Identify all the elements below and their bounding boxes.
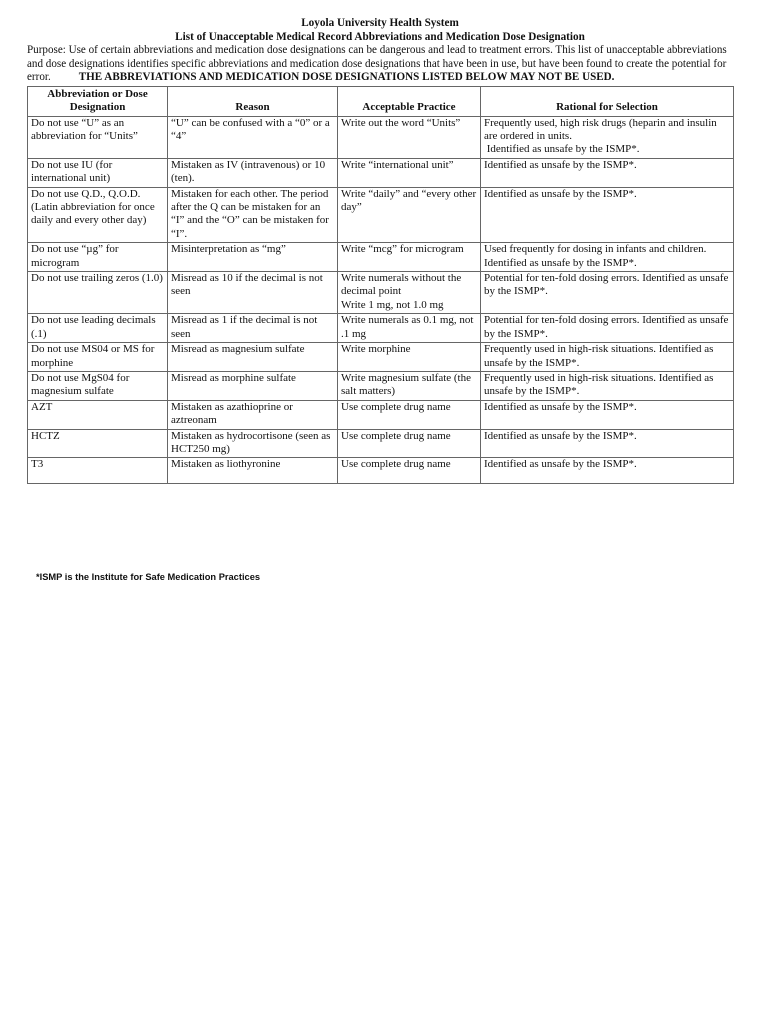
cell-abbreviation: Do not use leading decimals (.1) bbox=[28, 314, 168, 343]
list-title: List of Unacceptable Medical Record Abbreviations and Medication Dose Designation bbox=[175, 30, 585, 43]
cell-reason: Misinterpretation as “mg” bbox=[168, 243, 338, 272]
cell-practice: Write numerals as 0.1 mg, not .1 mg bbox=[338, 314, 481, 343]
cell-rationale bbox=[481, 116, 734, 158]
table-row bbox=[28, 314, 734, 343]
cell-rationale: Used frequently for dosing in infants and children. Identified as unsafe by the ISMP*. bbox=[481, 243, 734, 272]
cell-rationale: Potential for ten-fold dosing errors. Identified as unsafe by the ISMP*. bbox=[481, 272, 734, 314]
document-page bbox=[27, 17, 733, 484]
warning-text: THE ABBREVIATIONS AND MEDICATION DOSE DESIGNATIONS LISTED BELOW MAY NOT BE USED. bbox=[78, 71, 615, 84]
table-row bbox=[28, 158, 734, 187]
cell-rationale: Identified as unsafe by the ISMP*. bbox=[481, 158, 734, 187]
table-row bbox=[28, 116, 734, 158]
cell-rationale: Identified as unsafe by the ISMP*. bbox=[481, 187, 734, 243]
cell-abbreviation: Do not use “µg” for microgram bbox=[28, 243, 168, 272]
cell-rationale: Frequently used in high-risk situations. Identified as unsafe by the ISMP*. bbox=[481, 343, 734, 372]
cell-reason: Misread as magnesium sulfate bbox=[168, 343, 338, 372]
cell-rationale: Identified as unsafe by the ISMP*. bbox=[481, 429, 734, 458]
table-row bbox=[28, 272, 734, 314]
cell-abbreviation: T3 bbox=[28, 458, 168, 484]
cell-abbreviation: Do not use Q.D., Q.O.D. (Latin abbreviation for once daily and every other day) bbox=[28, 187, 168, 243]
cell-abbreviation: Do not use IU (for international unit) bbox=[28, 158, 168, 187]
practice-line: Write numerals without the decimal point bbox=[341, 272, 462, 298]
header-abbreviation: Abbreviation or Dose Designation bbox=[28, 86, 168, 116]
cell-abbreviation: Do not use MgS04 for magnesium sulfate bbox=[28, 371, 168, 400]
rationale-line: Identified as unsafe by the ISMP*. bbox=[484, 143, 640, 156]
header-reason: Reason bbox=[168, 86, 338, 116]
org-title: Loyola University Health System bbox=[301, 17, 459, 29]
rationale-line: Frequently used, high risk drugs (heparin and insulin are ordered in units. bbox=[484, 116, 717, 142]
cell-rationale: Identified as unsafe by the ISMP*. bbox=[481, 400, 734, 429]
footnote: *ISMP is the Institute for Safe Medication Practices bbox=[36, 572, 261, 582]
cell-reason: Mistaken as liothyronine bbox=[168, 458, 338, 484]
cell-reason: Misread as 1 if the decimal is not seen bbox=[168, 314, 338, 343]
cell-reason: Misread as 10 if the decimal is not seen bbox=[168, 272, 338, 314]
cell-practice: Write “daily” and “every other day” bbox=[338, 187, 481, 243]
cell-reason: Mistaken as IV (intravenous) or 10 (ten). bbox=[168, 158, 338, 187]
cell-rationale: Identified as unsafe by the ISMP*. bbox=[481, 458, 734, 484]
purpose-paragraph bbox=[27, 44, 733, 85]
table-row bbox=[28, 343, 734, 372]
table-row bbox=[28, 187, 734, 243]
table-row bbox=[28, 429, 734, 458]
cell-reason: Misread as morphine sulfate bbox=[168, 371, 338, 400]
cell-reason: “U” can be confused with a “0” or a “4” bbox=[168, 116, 338, 158]
cell-practice: Write “international unit” bbox=[338, 158, 481, 187]
table-header-row bbox=[28, 86, 734, 116]
cell-reason: Mistaken as azathioprine or aztreonam bbox=[168, 400, 338, 429]
table-row bbox=[28, 458, 734, 484]
cell-practice: Use complete drug name bbox=[338, 429, 481, 458]
abbreviations-table bbox=[27, 86, 734, 485]
cell-abbreviation: Do not use trailing zeros (1.0) bbox=[28, 272, 168, 314]
table-row bbox=[28, 371, 734, 400]
cell-practice: Write morphine bbox=[338, 343, 481, 372]
cell-practice: Write out the word “Units” bbox=[338, 116, 481, 158]
cell-rationale: Potential for ten-fold dosing errors. Identified as unsafe by the ISMP*. bbox=[481, 314, 734, 343]
cell-abbreviation: AZT bbox=[28, 400, 168, 429]
cell-abbreviation: HCTZ bbox=[28, 429, 168, 458]
practice-line: Write 1 mg, not 1.0 mg bbox=[341, 298, 444, 311]
header-rationale: Rational for Selection bbox=[481, 86, 734, 116]
purpose-text: Purpose: Use of certain abbreviations and medication dose designations can be dangerous and lead to treatment errors. This list of unacceptable abbreviations and dose designations identifies specific abbreviations and medication dose designations that have been in use, but have been found to create the potential for error. bbox=[27, 44, 727, 84]
table-row bbox=[28, 400, 734, 429]
header-acceptable-practice: Acceptable Practice bbox=[338, 86, 481, 116]
cell-reason: Mistaken for each other. The period after the Q can be mistaken for an “I” and the “O” can be mistaken for “I”. bbox=[168, 187, 338, 243]
cell-abbreviation: Do not use MS04 or MS for morphine bbox=[28, 343, 168, 372]
cell-rationale: Frequently used in high-risk situations. Identified as unsafe by the ISMP*. bbox=[481, 371, 734, 400]
cell-practice: Write magnesium sulfate (the salt matters) bbox=[338, 371, 481, 400]
cell-practice bbox=[338, 272, 481, 314]
cell-practice: Use complete drug name bbox=[338, 458, 481, 484]
cell-practice: Use complete drug name bbox=[338, 400, 481, 429]
cell-practice: Write “mcg” for microgram bbox=[338, 243, 481, 272]
table-row bbox=[28, 243, 734, 272]
cell-abbreviation: Do not use “U” as an abbreviation for “Units” bbox=[28, 116, 168, 158]
cell-reason: Mistaken as hydrocortisone (seen as HCT250 mg) bbox=[168, 429, 338, 458]
